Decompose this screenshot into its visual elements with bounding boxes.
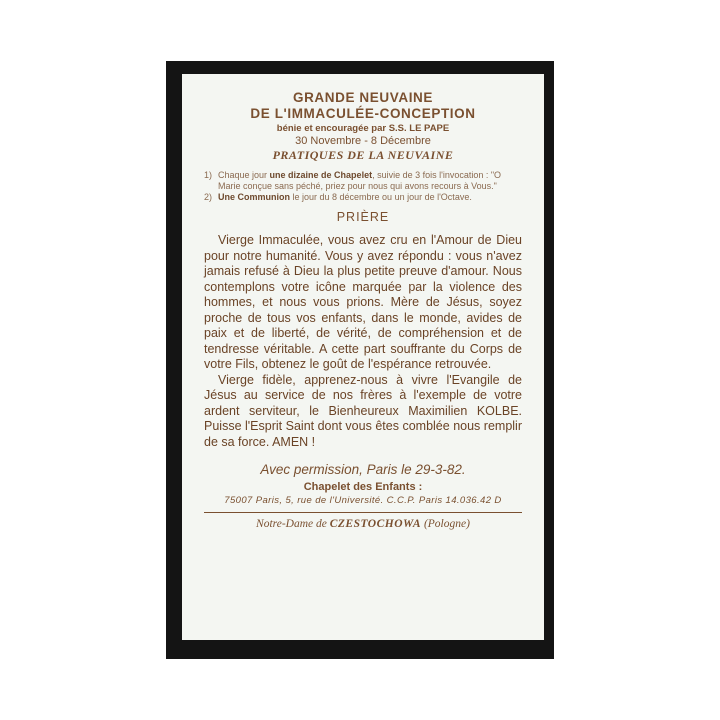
card-dates: 30 Novembre - 8 Décembre <box>295 135 431 147</box>
practice-item <box>204 192 522 203</box>
prayer-heading: PRIÈRE <box>336 210 390 224</box>
practice-number: 2) <box>204 192 213 202</box>
permission-line: Avec permission, Paris le 29-3-82. <box>260 462 466 477</box>
footer-caps: CZESTOCHOWA <box>329 518 422 530</box>
publisher-name: Chapelet des Enfants : <box>303 481 423 493</box>
practice-text <box>218 170 522 192</box>
publisher-address: 75007 Paris, 5, rue de l'Université. C.C.P. Paris 14.036.42 D <box>224 495 502 506</box>
card-title-line2: DE L'IMMACULÉE-CONCEPTION <box>250 106 476 121</box>
practice-text-bold: Une Communion <box>218 192 290 202</box>
practice-text-pre: Chaque jour <box>218 170 270 180</box>
footer-divider <box>204 512 522 513</box>
card-title-line1: GRANDE NEUVAINE <box>292 90 433 105</box>
practice-text <box>218 192 472 203</box>
practice-number: 1) <box>204 170 213 180</box>
practices-title: PRATIQUES DE LA NEUVAINE <box>272 148 454 162</box>
practice-text-bold: une dizaine de Chapelet <box>269 170 373 180</box>
practice-text-post: le jour du 8 décembre ou un jour de l'Octave. <box>290 192 472 202</box>
prayer-paragraph: Vierge fidèle, apprenez-nous à vivre l'Evangile de Jésus au service de nos frères à l'exemple de votre ardent serviteur, le Bienheureux Maximilien KOLBE. Puisse l'Esprit Saint dont vous êtes comblée nous remplir de sa force. AMEN ! <box>204 372 522 449</box>
card-blessing: bénie et encouragée par S.S. LE PAPE <box>276 123 450 134</box>
prayer-text <box>204 233 522 450</box>
footer-post: (Pologne) <box>421 518 470 530</box>
footer-line <box>204 518 522 530</box>
prayer-card <box>182 74 544 640</box>
prayer-paragraph: Vierge Immaculée, vous avez cru en l'Amour de Dieu pour notre humanité. Vous y avez répondu : vous n'avez jamais refusé à Dieu la plus petite preuve d'amour. Nous contemplons votre icône marquée par la violence des hommes, et nous vous prions. Mère de Jésus, soyez proche de tous vos enfants, dans le monde, avides de paix et de liberté, de vérité, de compréhension et de tendresse véritable. A cette part souffrante du Corps de votre Fils, obtenez le goût de l'espérance retrouvée. <box>204 233 522 371</box>
practices-list <box>204 170 522 203</box>
practice-text-post: , suivie de 3 fois l'invocation : "O Marie conçue sans péché, priez pour nous qui avons recours à Vous." <box>218 170 502 191</box>
footer-pre: Notre-Dame de <box>256 518 330 530</box>
practice-item <box>204 170 522 192</box>
